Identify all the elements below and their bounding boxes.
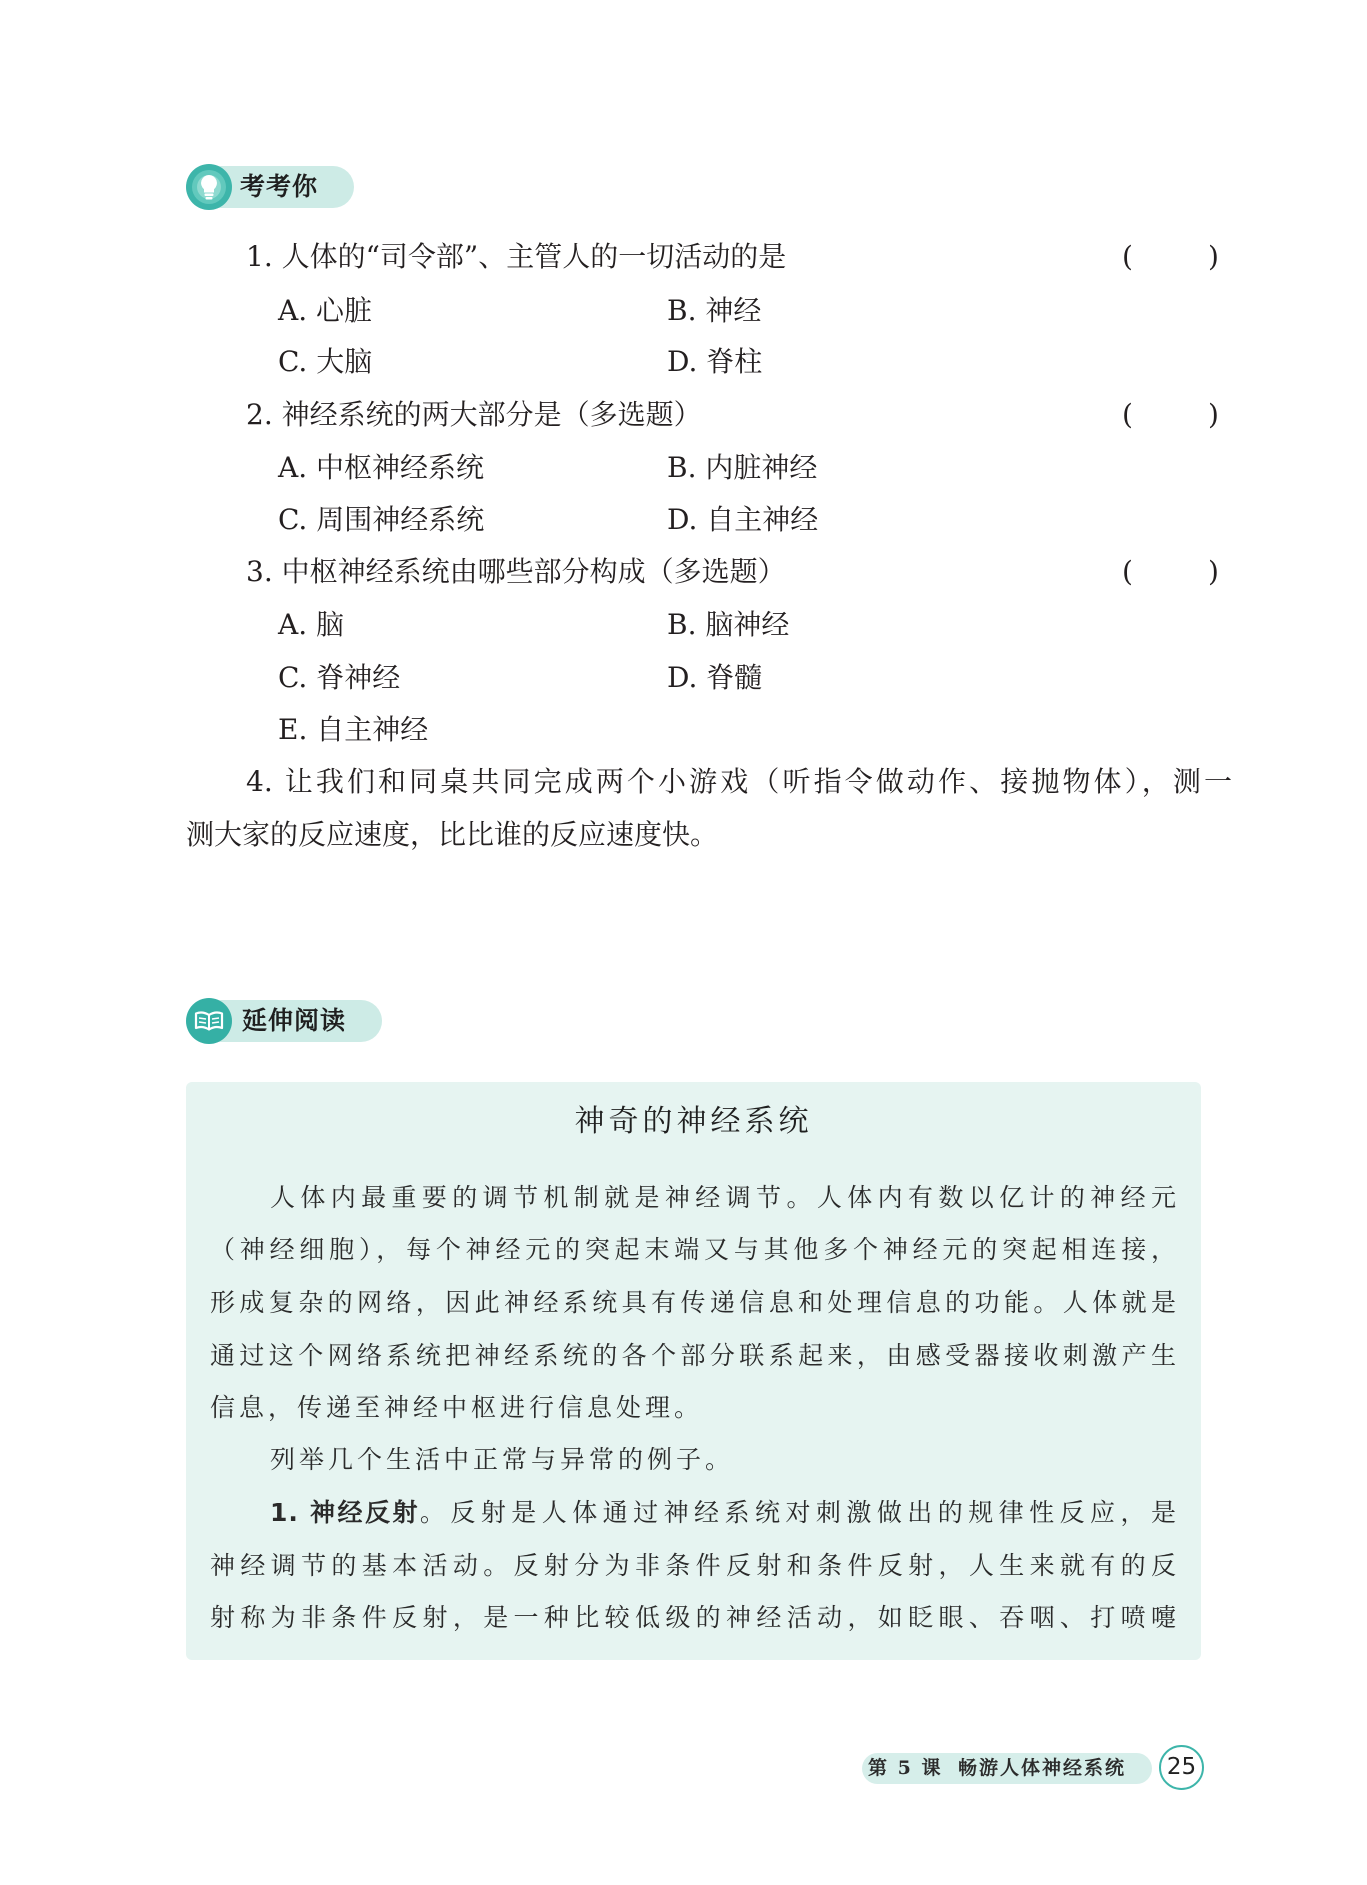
- quiz-section-badge: [186, 164, 354, 210]
- reading-line: 形成复杂的网络，因此神经系统具有传递信息和处理信息的功能。人体就是: [210, 1288, 1180, 1317]
- option-b: B. 神经: [667, 294, 762, 327]
- reading-section-badge: [186, 998, 382, 1044]
- question-stem: 2. 神经系统的两大部分是（多选题）: [246, 398, 702, 431]
- option-a: A. 脑: [278, 608, 345, 641]
- reading-heading: 延伸阅读: [242, 1006, 347, 1035]
- reading-line: 信息，传递至神经中枢进行信息处理。: [210, 1393, 704, 1422]
- question-3-options-row: [0, 599, 1367, 651]
- open-book-icon: [186, 998, 232, 1044]
- question-1-options-row: [0, 336, 1367, 388]
- answer-bracket-close: ): [1208, 555, 1219, 588]
- answer-bracket-open: (: [1122, 398, 1133, 431]
- activity-question-line: 测大家的反应速度，比比谁的反应速度快。: [186, 818, 719, 851]
- option-b: B. 脑神经: [667, 608, 790, 641]
- question-1-options-row: [0, 285, 1367, 337]
- reading-line: 神经调节的基本活动。反射分为非条件反射和条件反射，人生来就有的反: [210, 1551, 1180, 1580]
- page-number: 25: [1159, 1745, 1204, 1790]
- question-2-options-row: [0, 442, 1367, 494]
- option-d: D. 脊柱: [667, 345, 763, 378]
- option-d: D. 自主神经: [667, 503, 819, 536]
- option-e: E. 自主神经: [278, 713, 429, 746]
- option-a: A. 心脏: [278, 294, 373, 327]
- reading-line: 人体内最重要的调节机制就是神经调节。人体内有数以亿计的神经元: [270, 1183, 1180, 1212]
- question-1: [0, 231, 1367, 283]
- reading-title: 神奇的神经系统: [574, 1104, 813, 1139]
- option-c: C. 周围神经系统: [278, 503, 485, 536]
- answer-bracket-close: ): [1208, 240, 1219, 273]
- footer-lesson-number: 第 5 课: [868, 1757, 943, 1779]
- reflex-text: 。反射是人体通过神经系统对刺激做出的规律性反应，是: [419, 1498, 1180, 1527]
- reading-line: 通过这个网络系统把神经系统的各个部分联系起来，由感受器接收刺激产生: [210, 1341, 1180, 1370]
- reading-line: 射称为非条件反射，是一种比较低级的神经活动，如眨眼、吞咽、打喷嚏: [210, 1603, 1180, 1632]
- option-c: C. 大脑: [278, 345, 373, 378]
- activity-question-line: 4. 让我们和同桌共同完成两个小游戏（听指令做动作、接抛物体），测一: [246, 765, 1232, 798]
- reading-line: 列举几个生活中正常与异常的例子。: [270, 1445, 735, 1474]
- question-3-options-row: [0, 704, 1367, 756]
- footer-lesson-title: 畅游人体神经系统: [958, 1757, 1127, 1779]
- quiz-heading: 考考你: [240, 172, 319, 201]
- question-2: [0, 389, 1367, 441]
- question-stem: 3. 中枢神经系统由哪些部分构成（多选题）: [246, 555, 786, 588]
- lightbulb-icon: [186, 164, 232, 210]
- answer-bracket-open: (: [1122, 555, 1133, 588]
- option-b: B. 内脏神经: [667, 451, 818, 484]
- reading-line: [270, 1487, 1180, 1539]
- option-c: C. 脊神经: [278, 661, 401, 694]
- option-a: A. 中枢神经系统: [278, 451, 485, 484]
- question-2-options-row: [0, 494, 1367, 546]
- option-d: D. 脊髓: [667, 661, 763, 694]
- answer-bracket-close: ): [1208, 398, 1219, 431]
- question-stem: 1. 人体的“司令部”、主管人的一切活动的是: [246, 240, 787, 273]
- answer-bracket-open: (: [1122, 240, 1133, 273]
- reading-line: （神经细胞），每个神经元的突起末端又与其他多个神经元的突起相连接，: [210, 1235, 1180, 1264]
- question-3: [0, 546, 1367, 598]
- reflex-label: 1. 神经反射: [270, 1498, 420, 1527]
- question-3-options-row: [0, 652, 1367, 704]
